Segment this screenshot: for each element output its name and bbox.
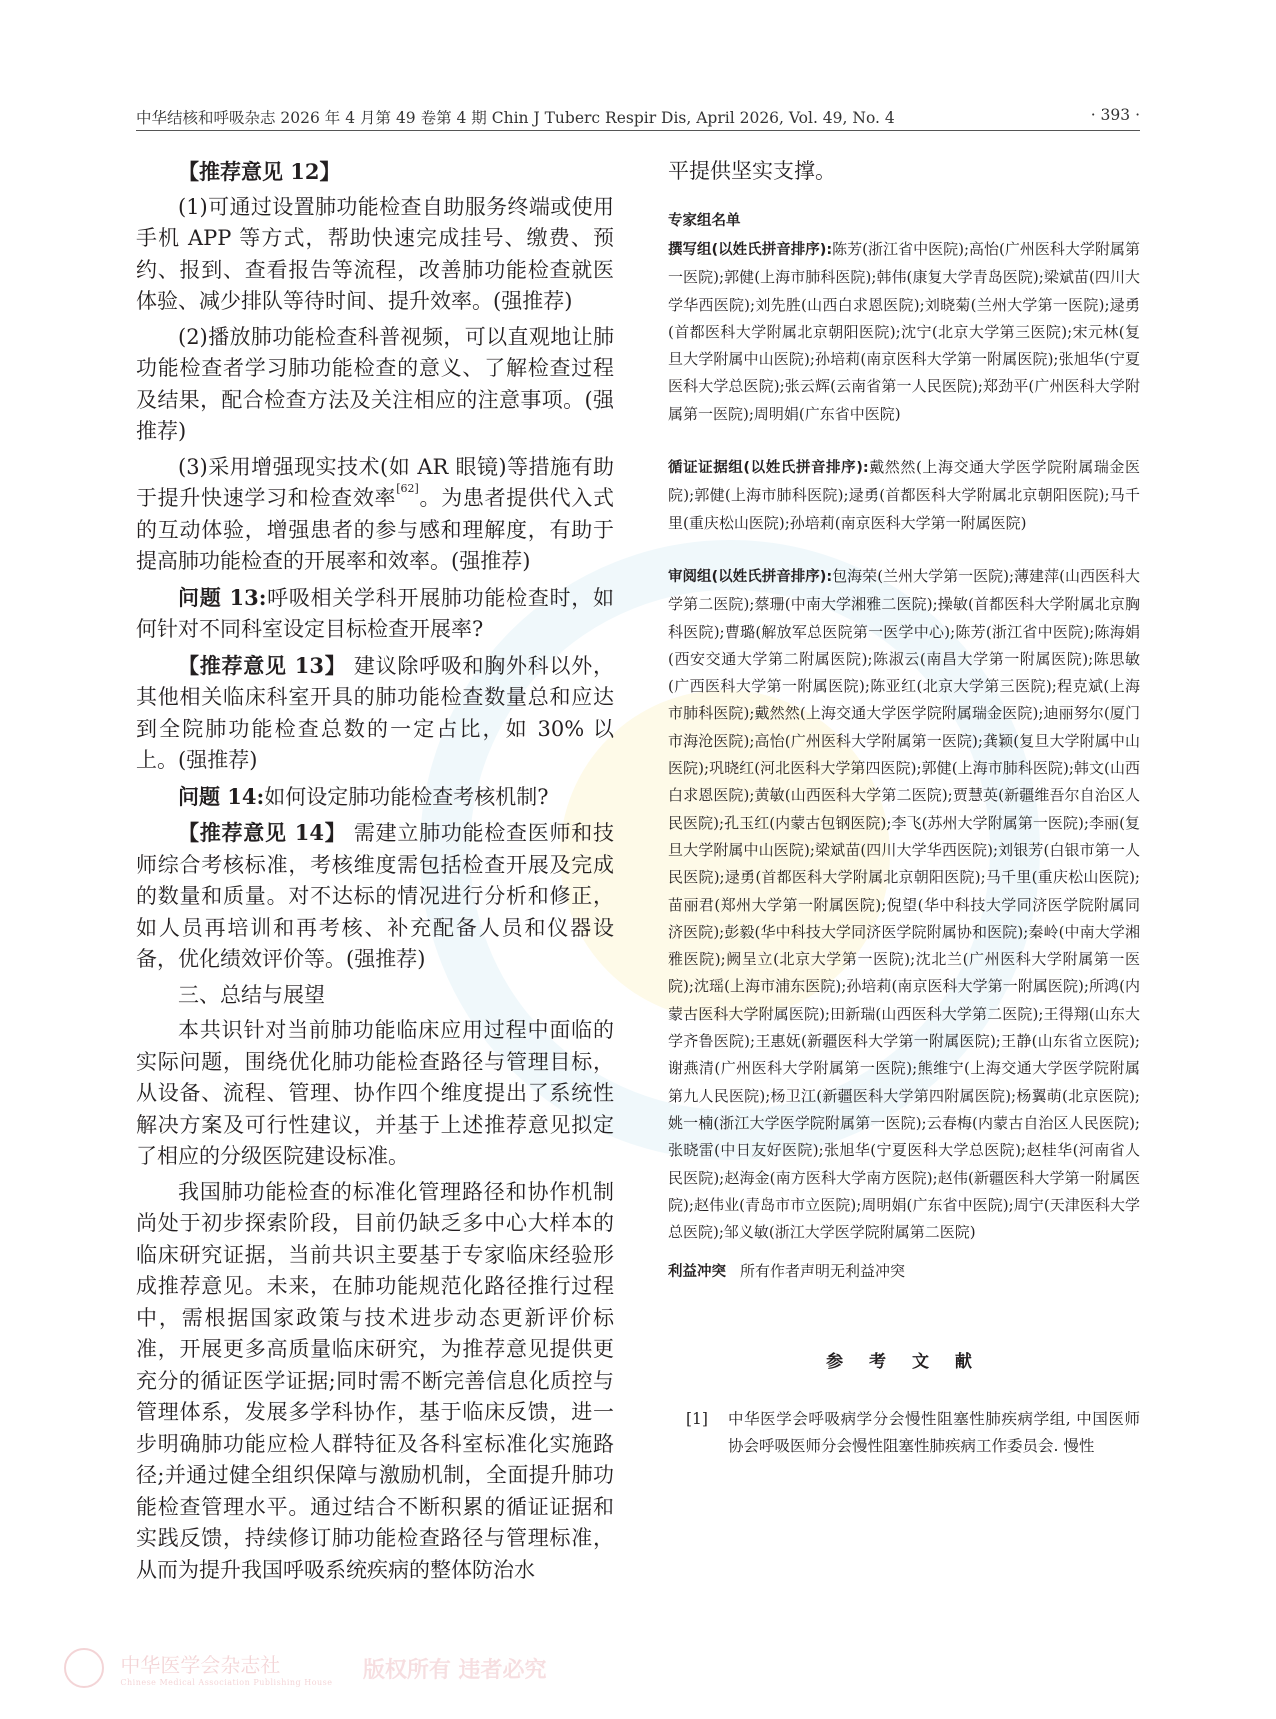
rec12-heading: 【推荐意见 12】 <box>178 159 341 184</box>
evidence-group <box>668 454 1140 537</box>
rec14-label: 【推荐意见 14】 <box>178 820 347 845</box>
publisher-seal-icon <box>64 1648 104 1688</box>
question-13 <box>136 582 614 646</box>
summary-paragraph-2: 我国肺功能检查的标准化管理路径和协作机制尚处于初步探索阶段，目前仍缺乏多中心大样本的临床研究证据，当前共识主要基于专家临床经验形成推荐意见。未来，在肺功能规范化路径推行过程中，需根据国家政策与技术进步动态更新评价标准，开展更多高质量临床研究，为推荐意见提供更充分的循证医学证据;同时需不断完善信息化质控与管理体系，发展多学科协作，基于临床反馈，进一步明确肺功能应检人群特征及各科室标准化实施路径;并通过健全组织保障与激励机制，全面提升肺功能检查管理水平。通过结合不断积累的循证证据和实践反馈，持续修订肺功能检查路径与管理标准，从而为提升我国呼吸系统疾病的整体防治水 <box>136 1179 614 1582</box>
copyright-slogan: 版权所有 违者必究 <box>362 1656 547 1683</box>
review-group-members: 包海荣(兰州大学第一医院);薄建萍(山西医科大学第二医院);蔡珊(中南大学湘雅二医院);操敏(首都医科大学附属北京胸科医院);曹璐(解放军总医院第一医学中心);陈芳(浙江省中医院);陈海娟(西安交通大学第二附属医院);陈淑云(南昌大学第一附属医院);陈思敏(广西医科大学第一附属医院);陈亚红(北京大学第三医院);程克斌(上海市肺科医院);戴然然(上海交通大学医学院附属瑞金医院);迪丽努尔(厦门市海沧医院);高怡(广州医科大学附属第一医院);龚颖(复旦大学附属中山医院);巩晓红(河北医科大学第四医院);郭健(上海市肺科医院);韩文(山西白求恩医院);黄敏(山西医科大学第二医院);贾慧英(新疆维吾尔自治区人民医院);孔玉红(内蒙古包钢医院);李飞(苏州大学附属第一医院);李丽(复旦大学附属中山医院);梁斌苗(四川大学华西医院);刘银芳(白银市第一人民医院);逯勇(首都医科大学附属北京朝阳医院);马千里(重庆松山医院);苗丽君(郑州大学第一附属医院);倪望(华中科技大学同济医学院附属同济医院);彭毅(华中科技大学同济医学院附属协和医院);秦岭(中南大学湘雅医院);阙呈立(北京大学第一医院);沈北兰(广州医科大学附属第一医院);沈瑶(上海市浦东医院);孙培莉(南京医科大学第一附属医院);所鸿(内蒙古医科大学附属医院);田新瑞(山西医科大学第二医院);王得翔(山东大学齐鲁医院);王惠妩(新疆医科大学第一附属医院);王静(山东省立医院);谢燕清(广州医科大学附属第一医院);熊维宁(上海交通大学医学院附属第九人民医院);杨卫江(新疆医科大学第四附属医院);杨翼萌(北京医院);姚一楠(浙江大学医学院附属第一医院);云春梅(内蒙古自治区人民医院);张晓雷(中日友好医院);张旭华(宁夏医科大学总医院);赵桂华(河南省人民医院);赵海金(南方医科大学南方医院);赵伟(新疆医科大学第一附属医院);赵伟业(青岛市市立医院);周明娟(广东省中医院);周宁(天津医科大学总医院);邹义敏(浙江大学医学院附属第二医院) <box>668 566 1140 1242</box>
question-13-label: 问题 13: <box>178 584 267 610</box>
rec13-label: 【推荐意见 13】 <box>178 652 347 678</box>
rec13 <box>136 650 614 777</box>
conflict-of-interest-text: 所有作者声明无利益冲突 <box>740 1262 906 1281</box>
rec14-text: 需建立肺功能检查医师和技师综合考核标准，考核维度需包括检查开展及完成的数量和质量。对不达标的情况进行分析和修正，如人员再培训和再考核、补充配备人员和仪器设备，优化绩效评价等。(强推荐) <box>136 821 614 971</box>
continuation-text: 平提供坚实支撑。 <box>668 159 836 183</box>
rec12-item-1: (1)可通过设置肺功能检查自助服务终端或使用手机 APP 等方式，帮助快速完成挂号、缴费、预约、报到、查看报告等流程，改善肺功能检查就医体验、减少排队等待时间、提升效率。(强推荐) <box>136 194 614 313</box>
rec12-item-3-part-b: 。为患者提供代入式的互动体验，增强患者的参与感和理解度，有助于提高肺功能检查的开展率和效率。(强推荐) <box>136 486 615 573</box>
citation-62: [62] <box>396 482 419 495</box>
conflict-of-interest-label: 利益冲突 <box>668 1264 726 1281</box>
reference-text: 中华医学会呼吸病学分会慢性阻塞性肺疾病学组, 中国医师协会呼吸医师分会慢性阻塞性肺疾病工作委员会. 慢性 <box>728 1410 1140 1456</box>
publisher-name-en: Chinese Medical Association Publishing House <box>120 1678 333 1687</box>
journal-citation: 中华结核和呼吸杂志 2026 年 4 月第 49 卷第 4 期 Chin J Tuberc Respir Dis, April 2026, Vol. 49, No. 4 <box>136 109 895 127</box>
right-column <box>668 156 1140 1460</box>
reference-number: [1] <box>686 1410 708 1429</box>
evidence-group-members: 戴然然(上海交通大学医学院附属瑞金医院);郭健(上海市肺科医院);逯勇(首都医科大学附属北京朝阳医院);马千里(重庆松山医院);孙培莉(南京医科大学第一附属医院) <box>668 458 1140 532</box>
rec12-item-3 <box>136 452 614 578</box>
rec14 <box>136 817 614 976</box>
summary-paragraph-1: 本共识针对当前肺功能临床应用过程中面临的实际问题，围绕优化肺功能检查路径与管理目标，从设备、流程、管理、协作四个维度提出了系统性解决方案及可行性建议，并基于上述推荐意见拟定了相应的分级医院建设标准。 <box>136 1018 614 1168</box>
question-14-label: 问题 14: <box>178 783 265 809</box>
header-rule <box>136 130 1140 131</box>
references-heading: 参 考 文 献 <box>826 1352 982 1373</box>
reference-item <box>668 1406 1140 1460</box>
rec12-item-3-part-a: (3)采用增强现实技术(如 AR 眼镜)等措施有助于提升快速学习和检查效率 <box>136 454 614 510</box>
rec12-item-2: (2)播放肺功能检查科普视频，可以直观地让肺功能检查者学习肺功能检查的意义、了解检查过程及结果，配合检查方法及关注相应的注意事项。(强推荐) <box>136 324 614 443</box>
expert-list-heading: 专家组名单 <box>668 213 741 229</box>
rec13-text: 建议除呼吸和胸外科以外，其他相关临床科室开具的肺功能检查数量总和应达到全院肺功能检查总数的一定占比，如 30% 以上。(强推荐) <box>136 653 614 772</box>
writing-group-label: 撰写组(以姓氏拼音排序): <box>668 242 833 258</box>
writing-group-members: 陈芳(浙江省中医院);高怡(广州医科大学附属第一医院);郭健(上海市肺科医院);韩伟(康复大学青岛医院);梁斌苗(四川大学华西医院);刘先胜(山西白求恩医院);刘晓菊(兰州大学第一医院);逯勇(首都医科大学附属北京朝阳医院);沈宁(北京大学第三医院);宋元林(复旦大学附属中山医院);孙培莉(南京医科大学第一附属医院);张旭华(宁夏医科大学总医院);张云辉(云南省第一人民医院);郑劲平(广州医科大学附属第一医院);周明娟(广东省中医院) <box>668 240 1140 423</box>
conflict-of-interest <box>668 1258 1140 1285</box>
section-3-heading: 三、总结与展望 <box>178 982 325 1007</box>
writing-group <box>668 236 1140 428</box>
question-14 <box>136 781 614 814</box>
running-header <box>136 106 1140 128</box>
publisher-watermark <box>64 1648 624 1688</box>
publisher-name <box>120 1649 332 1687</box>
publisher-name-cn: 中华医学会杂志社 <box>120 1653 281 1677</box>
question-14-text: 如何设定肺功能检查考核机制? <box>264 784 549 809</box>
page-number: · 393 · <box>1090 106 1140 124</box>
left-column <box>136 156 614 1590</box>
review-group-label: 审阅组(以姓氏拼音排序): <box>668 568 833 585</box>
review-group <box>668 563 1140 1246</box>
evidence-group-label: 循证证据组(以姓氏拼音排序): <box>668 460 869 477</box>
question-13-text: 呼吸相关学科开展肺功能检查时，如何针对不同科室设定目标检查开展率? <box>136 585 614 641</box>
